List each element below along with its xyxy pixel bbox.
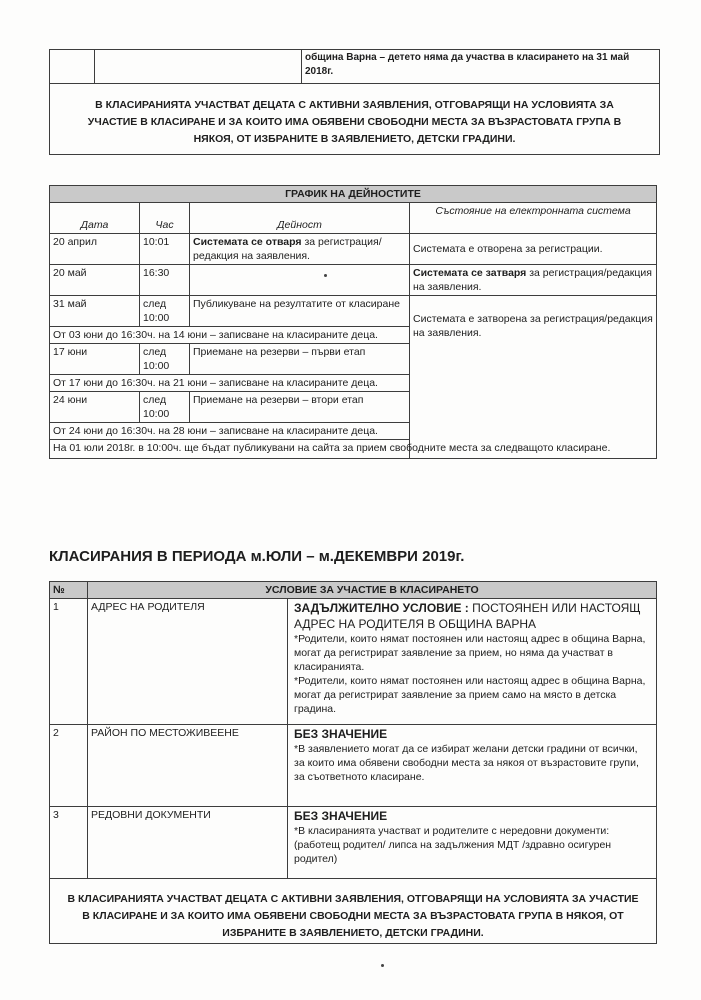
span-row-1: От 03 юни до 16:30ч. на 14 юни – записване на класираните деца.: [50, 327, 410, 344]
row-activity: Публикуване на резултатите от класиране: [190, 296, 410, 327]
table-row: [50, 265, 657, 296]
row-name: АДРЕС НА РОДИТЕЛЯ: [88, 599, 288, 725]
row-name: РЕДОВНИ ДОКУМЕНТИ: [88, 807, 288, 879]
row-activity: [190, 265, 410, 296]
col-time: Час: [140, 203, 190, 234]
state-bold: Системата се затваря: [413, 267, 527, 279]
condition-bold: ЗАДЪЛЖИТЕЛНО УСЛОВИЕ :: [294, 601, 469, 615]
row-name: РАЙОН ПО МЕСТОЖИВЕЕНЕ: [88, 725, 288, 807]
top-notice: В КЛАСИРАНИЯТА УЧАСТВАТ ДЕЦАТА С АКТИВНИ ЗАЯВЛЕНИЯ, ОТГОВАРЯЩИ НА УСЛОВИЯТА ЗА УЧАСТИЕ В КЛАСИРАНЕ И ЗА КОИТО ИМА ОБЯВЕНИ СВОБОДНИ МЕСТА ЗА ВЪЗРАСТОВАТА ГРУПА В НЯКОЯ, ОТ ИЗБРАНИТЕ В ЗАЯВЛЕНИЕТО, ДЕТСКИ ГРАДИНИ.: [49, 81, 660, 155]
top-fragment-cell-num: [50, 50, 95, 84]
col-state: Състояние на електронната система: [410, 203, 657, 234]
bottom-notice: В КЛАСИРАНИЯТА УЧАСТВАТ ДЕЦАТА С АКТИВНИ ЗАЯВЛЕНИЯ, ОТГОВАРЯЩИ НА УСЛОВИЯТА ЗА УЧАСТИЕ В КЛАСИРАНЕ И ЗА КОИТО ИМА ОБЯВЕНИ СВОБОДНИ МЕСТА ЗА ВЪЗРАСТОВАТА ГРУПА В НЯКОЯ, ОТ ИЗБРАНИТЕ В ЗАЯВЛЕНИЕТО, ДЕТСКИ ГРАДИНИ.: [49, 879, 657, 944]
row-date: 17 юни: [50, 344, 140, 375]
section-title: КЛАСИРАНИЯ В ПЕРИОДА м.ЮЛИ – м.ДЕКЕМВРИ 2019г.: [49, 548, 465, 565]
col-number: №: [50, 582, 88, 599]
condition-note: *Родители, които нямат постоянен или настоящ адрес в община Варна, могат да регистрират заявление за прием само на място в детска градина.: [294, 675, 646, 715]
col-date: Дата: [50, 203, 140, 234]
row-activity: Приемане на резерви – първи етап: [190, 344, 410, 375]
row-activity: Приемане на резерви – втори етап: [190, 392, 410, 423]
row-state: Системата е отворена за регистрации.: [410, 234, 657, 265]
row-time: след 10:00: [140, 296, 190, 327]
row-number: 1: [50, 599, 88, 725]
scan-speck: [324, 274, 327, 277]
row-date: 20 май: [50, 265, 140, 296]
row-condition: [288, 807, 657, 879]
table-row: [50, 440, 657, 459]
activity-bold: Системата се отваря: [193, 236, 302, 248]
condition-note: *В класиранията участват и родителите с нередовни документи: (работещ родител/ липса на задължения МДТ /здравно осигурен родител): [294, 825, 612, 865]
row-condition: [288, 725, 657, 807]
row-date: 24 юни: [50, 392, 140, 423]
table-row: [50, 599, 657, 725]
conditions-table: [49, 581, 657, 879]
row-state: [410, 265, 657, 296]
state-rest: за регистрация/редакция на заявления.: [413, 267, 652, 293]
row-number: 3: [50, 807, 88, 879]
condition-heading: БЕЗ ЗНАЧЕНИЕ: [294, 809, 388, 823]
activity-rest: за регистрация/редакция на заявления.: [193, 236, 382, 262]
table-row: [50, 807, 657, 879]
table-row: [50, 234, 657, 265]
condition-note: *Родители, които нямат постоянен или настоящ адрес в община Варна, могат да регистрират заявление за прием, но няма да участват в класиранията.: [294, 633, 646, 673]
condition-note: *В заявлението могат да се избират желани детски градини от всички, за които има обявени свободни места за някоя от възрастовите групи, за съответното класиране.: [294, 743, 639, 783]
row-condition: [288, 599, 657, 725]
row-date: 20 април: [50, 234, 140, 265]
col-activity: Дейност: [190, 203, 410, 234]
condition-heading: [294, 600, 650, 632]
row-activity: [190, 234, 410, 265]
span-row-3: От 24 юни до 16:30ч. на 28 юни – записване на класираните деца.: [50, 423, 410, 440]
top-fragment-cell-name: [95, 50, 302, 84]
condition-heading: БЕЗ ЗНАЧЕНИЕ: [294, 727, 388, 741]
table-row: [50, 725, 657, 807]
condition-rest: ПОСТОЯНЕН ИЛИ НАСТОЯЩ АДРЕС НА РОДИТЕЛЯ В ОБЩИНА ВАРНА: [294, 601, 641, 631]
schedule-table: [49, 185, 657, 459]
row-time: 16:30: [140, 265, 190, 296]
row-time: 10:01: [140, 234, 190, 265]
row-date: 31 май: [50, 296, 140, 327]
schedule-title: ГРАФИК НА ДЕЙНОСТИТЕ: [50, 186, 657, 203]
span-row-2: От 17 юни до 16:30ч. на 21 юни – записване на класираните деца.: [50, 375, 410, 392]
top-fragment-table: [49, 49, 660, 84]
row-state: Системата е затворена за регистрация/редакция на заявления.: [410, 296, 657, 459]
row-time: след 10:00: [140, 344, 190, 375]
col-condition: УСЛОВИЕ ЗА УЧАСТИЕ В КЛАСИРАНЕТО: [88, 582, 657, 599]
scan-speck: [381, 964, 384, 967]
schedule-footer: На 01 юли 2018г. в 10:00ч. ще бъдат публикувани на сайта за прием свободните места за следващото класиране.: [50, 440, 657, 459]
top-fragment-text: община Варна – детето няма да участва в класирането на 31 май 2018г.: [302, 50, 660, 84]
table-row: [50, 296, 657, 327]
row-number: 2: [50, 725, 88, 807]
row-time: след 10:00: [140, 392, 190, 423]
